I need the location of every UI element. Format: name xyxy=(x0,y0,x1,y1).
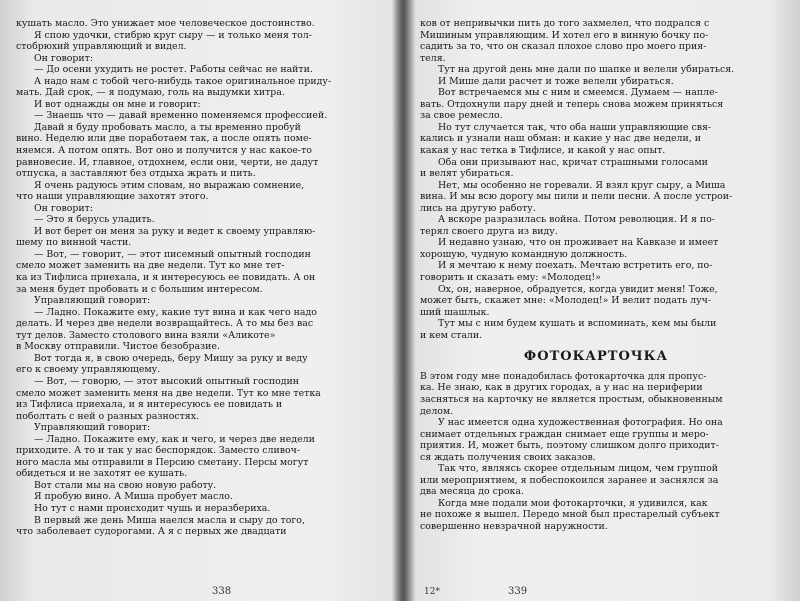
text-line: Я очень радуюсь этим словам, но выражаю сомнение, xyxy=(34,179,305,191)
right-page-text xyxy=(420,18,772,593)
text-line: за меня будет пробовать и с большим интересом. xyxy=(16,283,263,295)
text-line: ного масла мы отправили в Персию сметану. Персы могут xyxy=(16,456,309,468)
text-line: его к своему управляющему. xyxy=(16,364,161,376)
text-line: хорошую, чудную командную должность. xyxy=(420,248,628,260)
text-line: — До осени ухудить не ростет. Работы сейчас не найти. xyxy=(34,64,313,76)
text-line: делом. xyxy=(420,405,454,417)
text-line: — Знаешь что — давай временно поменяемся профессией. xyxy=(34,110,328,122)
text-line: Вот тогда я, в свою очередь, беру Мишу за руку и веду xyxy=(34,352,308,364)
text-line: вать. Отдохнули пару дней и теперь снова можем приняться xyxy=(420,98,724,110)
text-line: или мероприятием, я побеспокоился заранее и заснялся за xyxy=(420,474,719,486)
text-line: смело может заменить меня на две недели. Тут ко мне тетка xyxy=(16,387,321,399)
text-line: совершенно невзрачной наружности. xyxy=(420,520,608,532)
text-line: засняться на карточку не является простым, обыкновенным xyxy=(420,393,723,405)
text-line: терял своего друга из виду. xyxy=(420,225,558,237)
text-line: Ох, он, наверное, обрадуется, когда увидит меня! Тоже, xyxy=(438,283,718,295)
text-line: кушать масло. Это унижает мое человеческое достоинство. xyxy=(16,18,315,29)
right-page-story-end xyxy=(420,18,772,341)
text-line: ков от непривычки пить до того захмелел, что подрался с xyxy=(420,18,710,29)
text-line: ка. Не знаю, как в других городах, а у нас на периферии xyxy=(420,382,703,394)
text-line: и велят убираться. xyxy=(420,168,514,180)
text-line: вино. Неделю или две поработаем так, а после опять поме- xyxy=(16,133,312,145)
text-line: — Вот, — говорит, — этот писемный опытный господин xyxy=(34,248,311,260)
text-line: И Мише дали расчет и тоже велели убираться. xyxy=(438,75,674,87)
text-line: теля. xyxy=(420,52,446,64)
text-line: лись на другую работу. xyxy=(420,202,536,214)
text-line: Но тут случается так, что оба наши управляющие свя- xyxy=(438,121,712,133)
text-line: А вскоре разразилась война. Потом революция. И я по- xyxy=(438,214,715,226)
right-page-number: 339 xyxy=(508,586,528,597)
text-line: — Вот, — говорю, — этот высокий опытный господин xyxy=(34,375,300,387)
text-line: А надо нам с тобой чего-нибудь такое оригинальное приду- xyxy=(34,75,332,87)
text-line: ка из Тифлиса приехала, и я интересуюсь ее повидать. А он xyxy=(16,272,316,284)
text-line: В первый же день Миша наелся масла и сыру до того, xyxy=(34,514,305,526)
text-line: И вот однажды он мне и говорит: xyxy=(34,98,201,110)
text-line: Он говорит: xyxy=(34,52,93,64)
text-line: В этом году мне понадобилась фотокарточка для пропус- xyxy=(420,370,707,382)
text-line: шему по винной части. xyxy=(16,237,132,249)
text-line: Я спою удочки, стибрю круг сыру — и только меня тол- xyxy=(34,29,312,41)
text-line: Когда мне подали мои фотокарточки, я удивился, как xyxy=(438,497,708,509)
text-line: смело может заменить на две недели. Тут ко мне тет- xyxy=(16,260,285,272)
text-line: — Это я берусь уладить. xyxy=(34,214,155,226)
text-line: — Ладно. Покажите ему, как и чего, и через две недели xyxy=(34,433,315,445)
text-line: равновесие. И, главное, отдохнем, если они, черти, не дадут xyxy=(16,156,319,168)
text-line: Но тут с нами происходит чушь и неразбериха. xyxy=(34,502,271,514)
text-line: приятия. И, может быть, поэтому слишком долго приходит- xyxy=(420,440,719,452)
printer-signature-mark: 12* xyxy=(424,587,440,597)
text-line: что наши управляющие захотят этого. xyxy=(16,191,209,203)
text-line: из Тифлиса приехала, и я интересуюсь ее повидать и xyxy=(16,399,283,411)
text-line: ший шашлык. xyxy=(420,306,490,318)
text-line: Так что, являясь скорее отдельным лицом, чем группой xyxy=(438,463,718,475)
text-line: Вот стали мы на свою новую работу. xyxy=(34,479,217,491)
left-page-number: 338 xyxy=(212,586,232,597)
text-line: тут делов. Заместо столового вина взяли «Аликоте» xyxy=(16,329,276,341)
text-line: И недавно узнаю, что он проживает на Кавказе и имеет xyxy=(438,237,719,249)
text-line: не похоже я вышел. Передо мной был престарелый субъект xyxy=(420,509,720,521)
text-line: У нас имеется одна художественная фотография. Но она xyxy=(438,417,723,429)
text-line: Я пробую вино. А Миша пробует масло. xyxy=(34,491,233,503)
text-line: обидеться и не захотят ее кушать. xyxy=(16,468,188,480)
text-line: может быть, скажет мне: «Молодец!» И велит подать луч- xyxy=(420,295,712,307)
text-line: отпуска, а заставляют без отдыха жрать и пить. xyxy=(16,168,256,180)
text-line: Тут мы с ним будем кушать и вспоминать, кем мы были xyxy=(438,318,717,330)
text-line: снимает отдельных граждан снимает еще группы и меро- xyxy=(420,428,709,440)
text-line: мать. Дай срок, — я подумаю, голь на выдумки хитра. xyxy=(16,87,285,99)
text-line: приходите. А то и так у нас беспорядок. Заместо сливоч- xyxy=(16,445,301,457)
text-line: Вот встречаемся мы с ним и смеемся. Думаем — напле- xyxy=(438,87,718,99)
text-line: И я мечтаю к нему поехать. Мечтаю встретить его, по- xyxy=(438,260,713,272)
text-line: и кем стали. xyxy=(420,329,483,341)
text-line: какая у нас тетка в Тифлисе, и какой у нас опыт. xyxy=(420,145,666,157)
right-page-chapter-text xyxy=(420,371,772,533)
text-line: Мишиным управляющим. И хотел его в винную бочку по- xyxy=(420,29,709,41)
text-line: Управляющий говорит: xyxy=(34,295,151,307)
book-gutter xyxy=(392,0,414,601)
text-line: говорить и сказать ему: «Молодец!» xyxy=(420,272,601,284)
text-line: ся ждать получения своих заказов. xyxy=(420,451,596,463)
text-line: Оба они призывают нас, кричат страшными голосами xyxy=(438,156,708,168)
chapter-heading: ФОТОКАРТОЧКА xyxy=(523,349,669,365)
text-line: Нет, мы особенно не горевали. Я взял круг сыру, а Миша xyxy=(438,179,726,191)
text-line: вина. И мы всю дорогу мы пили и пели песни. А после устрои- xyxy=(420,191,733,203)
text-line: за свое ремесло. xyxy=(420,110,503,122)
text-line: в Москву отправили. Чистое безобразие. xyxy=(16,341,220,353)
text-line: делать. И через две недели возвращайтесь. А то мы без вас xyxy=(16,318,314,330)
text-line: И вот берет он меня за руку и ведет к своему управляю- xyxy=(34,225,316,237)
text-line: Он говорит: xyxy=(34,202,93,214)
left-page-text xyxy=(16,18,378,593)
text-line: няемся. А потом опять. Вот оно и получится у нас какое-то xyxy=(16,145,312,157)
text-line: кались и узнали наш обман: и какие у нас две недели, и xyxy=(420,133,701,145)
text-line: два месяца до срока. xyxy=(420,486,524,498)
text-line: стобрюхий управляющий и видел. xyxy=(16,41,187,53)
text-line: — Ладно. Покажите ему, какие тут вина и как чего надо xyxy=(34,306,317,318)
text-line: поболтать с ней о разных разностях. xyxy=(16,410,199,422)
text-line: садить за то, что он сказал плохое слово про моего прия- xyxy=(420,41,707,53)
text-line: что заболевает судорогами. А я с первых же двадцати xyxy=(16,526,287,538)
text-line: Тут на другой день мне дали по шапке и велели убираться. xyxy=(438,64,735,76)
text-line: Управляющий говорит: xyxy=(34,422,151,434)
text-line: Давай я буду пробовать масло, а ты временно пробуй xyxy=(34,121,301,133)
